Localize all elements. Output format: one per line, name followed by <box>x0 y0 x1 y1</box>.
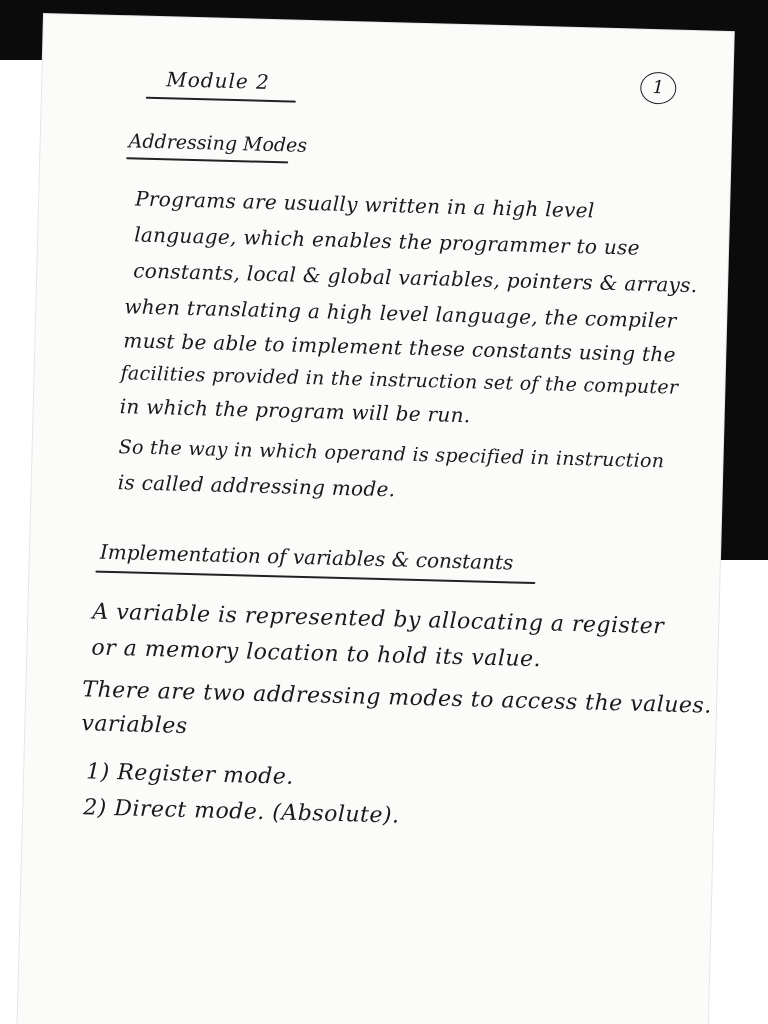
variable-line-3: There are two addressing modes to access the values. <box>81 677 713 719</box>
variable-line-1: A variable is represented by allocating a register <box>92 599 665 640</box>
module-title-underline <box>146 97 296 102</box>
paragraph-line-6: facilities provided in the instruction set of the computer <box>120 362 679 399</box>
section-heading-implementation: Implementation of variables & constants <box>99 539 514 575</box>
variable-line-4: variables <box>81 711 188 739</box>
paragraph-line-5: must be able to implement these constants using the <box>123 328 677 367</box>
module-title: Module 2 <box>166 67 271 94</box>
paragraph-line-8: So the way in which operand is specified in instruction <box>118 436 665 473</box>
section-heading-addressing-modes: Addressing Modes <box>128 130 308 157</box>
paragraph-line-2: language, which enables the programmer to use <box>133 222 641 260</box>
section-heading-underline <box>126 157 288 163</box>
variable-line-2: or a memory location to hold its value. <box>91 635 542 673</box>
paragraph-line-4: when translating a high level language, the compiler <box>124 294 677 333</box>
paragraph-line-3: constants, local & global variables, pointers & arrays. <box>133 258 698 298</box>
paragraph-line-9: is called addressing mode. <box>117 470 396 502</box>
paragraph-line-7: in which the program will be run. <box>119 394 471 428</box>
list-item-register-mode: 1) Register mode. <box>85 759 295 790</box>
page-number-circle: 1 <box>640 72 677 105</box>
list-item-direct-mode: 2) Direct mode. (Absolute). <box>82 795 400 829</box>
paper-sheet <box>17 14 734 1024</box>
paragraph-line-1: Programs are usually written in a high level <box>134 186 595 223</box>
